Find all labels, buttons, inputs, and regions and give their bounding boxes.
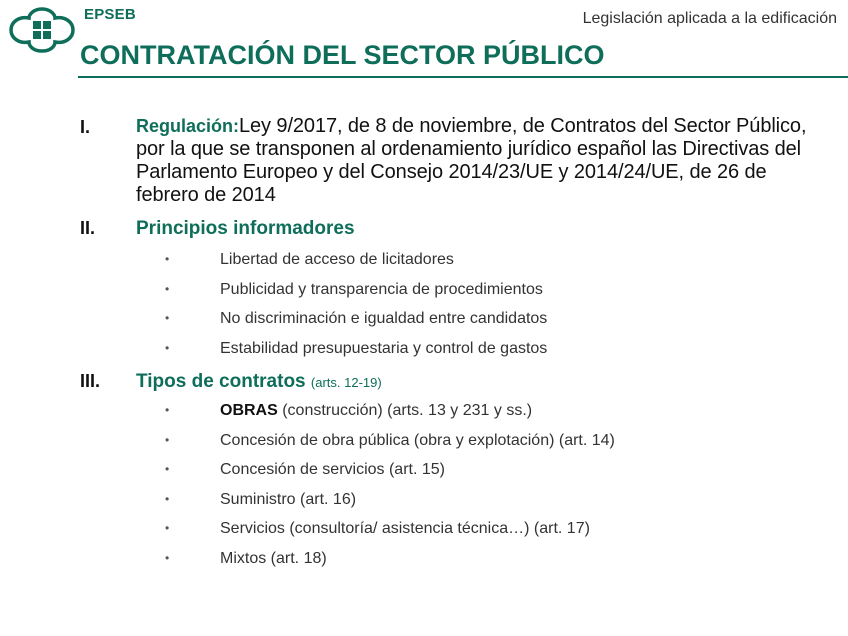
bullet-icon: • xyxy=(165,550,170,565)
bullet-icon: • xyxy=(165,252,170,266)
bullet-icon: • xyxy=(165,311,170,325)
section-note: (arts. 12-19) xyxy=(310,375,382,390)
section-label: Regulación: xyxy=(136,116,240,136)
course-title: Legislación aplicada a la edificación xyxy=(582,10,837,27)
section-numeral: II. xyxy=(80,218,96,238)
bullet-icon: • xyxy=(165,462,170,476)
section-numeral: I. xyxy=(80,117,91,137)
list-item: • Estabilidad presupuestaria y control de gastos xyxy=(0,334,848,364)
section-label: Tipos de contratos xyxy=(136,371,306,392)
list-item: • Concesión de obra pública (obra y explotación) (art. 14) xyxy=(0,426,848,456)
list-item: • Servicios (consultoría/ asistencia técnica…) (art. 17) xyxy=(0,514,848,544)
page-title: CONTRATACIÓN DEL SECTOR PÚBLICO xyxy=(80,40,605,70)
epseb-logo-icon xyxy=(7,6,77,54)
bullet-icon: • xyxy=(165,403,170,417)
title-divider xyxy=(78,76,848,78)
list-item: • Concesión de servicios (art. 15) xyxy=(0,455,848,485)
bullet-icon: • xyxy=(165,281,170,296)
bullet-icon: • xyxy=(165,521,170,535)
section-numeral: III. xyxy=(80,371,101,391)
section-heading xyxy=(136,371,828,394)
item-emphasis: OBRAS xyxy=(220,402,278,419)
list-item: • Suministro (art. 16) xyxy=(0,485,848,515)
brand-name: EPSEB xyxy=(84,6,136,23)
list-item: • Publicidad y transparencia de procedimientos xyxy=(0,275,848,305)
regulation-text: Ley 9/2017, de 8 de noviembre, de Contratos del Sector Público, por la que se transponen al ordenamiento jurídico español las Directivas del Parlamento Europeo y del Consejo 2014/23/UE y 2014/24/UE, de 26 de febrero de 2014 xyxy=(136,115,807,206)
list-item: • OBRAS (construcción) (arts. 13 y 231 y ss.) xyxy=(0,396,848,426)
bullet-icon: • xyxy=(165,432,170,447)
bullet-icon: • xyxy=(165,340,170,355)
tipos-list xyxy=(0,396,848,573)
principios-list xyxy=(0,245,848,363)
section-heading xyxy=(136,115,828,207)
list-item: • Mixtos (art. 18) xyxy=(0,544,848,574)
list-item: • Libertad de acceso de licitadores xyxy=(0,245,848,275)
bullet-icon: • xyxy=(165,491,170,506)
list-item: • No discriminación e igualdad entre candidatos xyxy=(0,304,848,334)
section-heading: Principios informadores xyxy=(136,218,355,239)
